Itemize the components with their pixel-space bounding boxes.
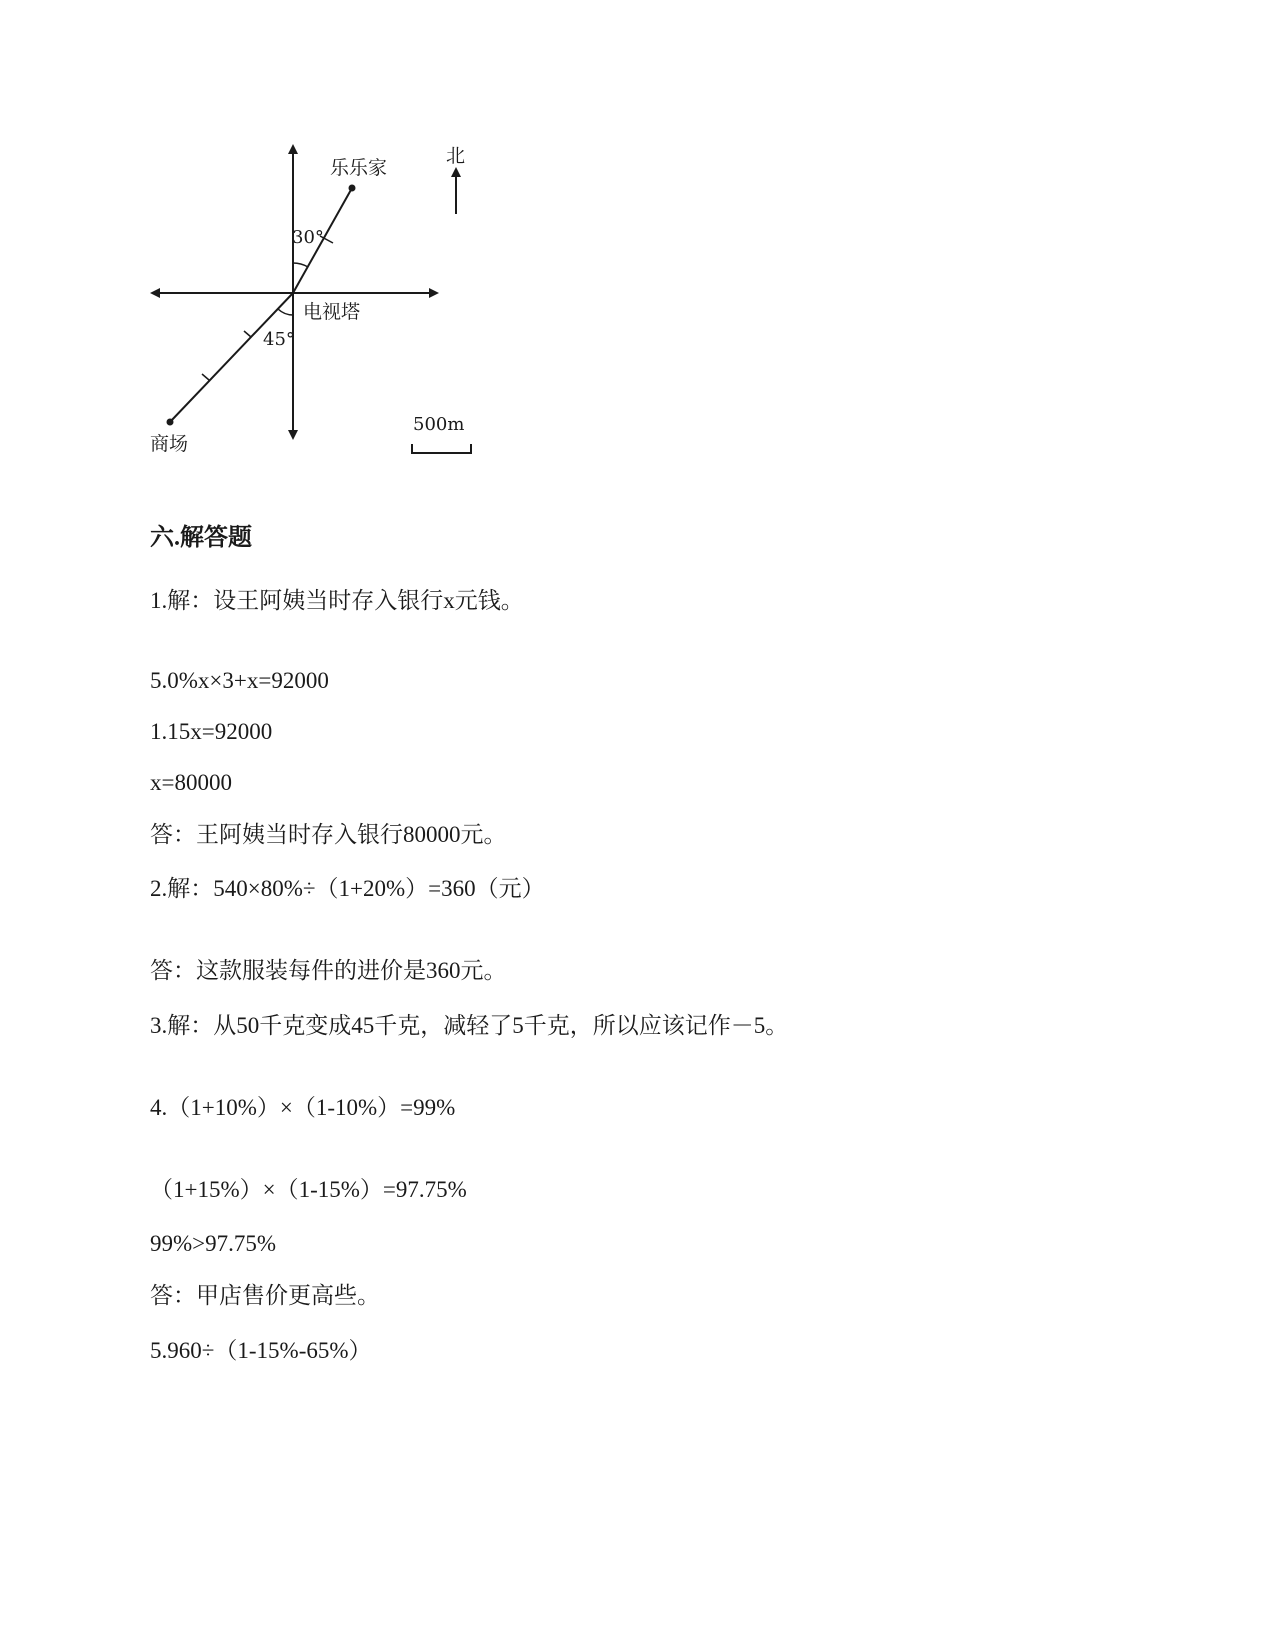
answer-line: 4.（1+10%）×（1-10%）=99% [150, 1095, 456, 1120]
answer-line: 2.解：540×80%÷（1+20%）=360（元） [150, 876, 545, 901]
answer-line: 1.解：设王阿姨当时存入银行x元钱。 [150, 588, 524, 613]
angle-south-label: 45° [263, 329, 295, 350]
mall-point [167, 419, 174, 426]
answer-line: 5.960÷（1-15%-65%） [150, 1338, 372, 1363]
scale-label: 500m [413, 414, 465, 435]
answer-line: 答：王阿姨当时存入银行80000元。 [150, 822, 507, 847]
tick-mark [202, 374, 209, 380]
direction-map-diagram [140, 136, 500, 476]
angle-arc-south [278, 309, 293, 315]
answer-line: 答：这款服装每件的进价是360元。 [150, 958, 507, 983]
answer-line: x=80000 [150, 770, 232, 795]
north-label: 北 [446, 145, 466, 167]
lele-home-point [349, 185, 356, 192]
answer-line: 1.15x=92000 [150, 719, 273, 744]
answer-line: （1+15%）×（1-15%）=97.75% [150, 1177, 467, 1202]
tick-mark [244, 331, 251, 337]
scale-bar [412, 444, 471, 453]
section-heading: 六.解答题 [150, 525, 252, 551]
mall-label: 商场 [150, 433, 189, 455]
answer-line: 99%>97.75% [150, 1231, 277, 1256]
angle-arc-north [293, 263, 308, 267]
tv-tower-label: 电视塔 [303, 301, 361, 323]
line-to-mall [170, 293, 293, 422]
answer-line: 3.解：从50千克变成45千克，减轻了5千克，所以应该记作－5。 [150, 1013, 789, 1038]
angle-north-label: 30° [292, 227, 324, 248]
answer-line: 5.0%x×3+x=92000 [150, 668, 329, 693]
answer-line: 答：甲店售价更高些。 [150, 1283, 380, 1308]
lele-home-label: 乐乐家 [330, 157, 388, 179]
